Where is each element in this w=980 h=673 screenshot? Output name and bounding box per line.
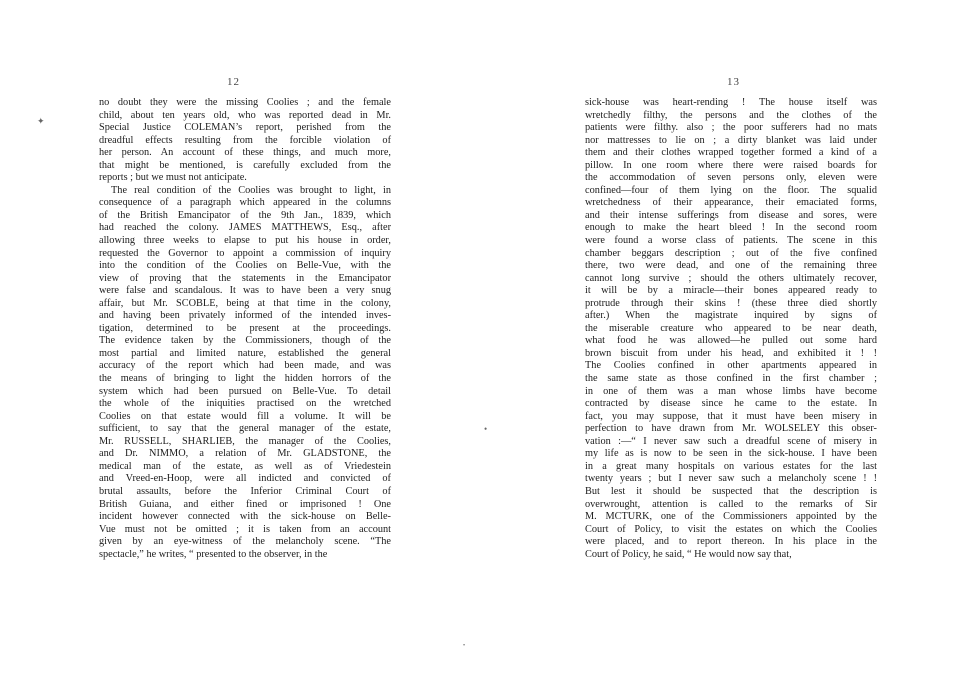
text-line: tigation, determined to be present at the proceedings. [99, 322, 391, 334]
text-line: in a great many hospitals on various estates for the last [585, 460, 877, 472]
text-line: cannot long survive ; should the others ultimately recover, [585, 272, 877, 284]
text-line: were placed, and to report thereon. In his place in the [585, 536, 877, 548]
text-line: reports ; but we must not anticipate. [99, 172, 247, 184]
right-page-text [585, 97, 877, 561]
text-line: into the condition of the Coolies on Belle-Vue, with the [99, 260, 391, 272]
text-line: twenty years ; but I never saw such a melancholy scene ! ! [585, 473, 877, 485]
text-line: fact, you may suppose, that it must have been misery in [585, 410, 877, 422]
text-line: dreadful effects resulting from the forcible violation of [99, 134, 391, 146]
text-line: and Dr. NIMMO, a relation of Mr. GLADSTONE, the [99, 448, 391, 460]
text-line: after.) When the magistrate inquired by signs of [585, 310, 877, 322]
text-line: the means of bringing to light the hidden horrors of the [99, 373, 391, 385]
text-line: given by an eye-witness of the melancholy scene. “The [99, 536, 391, 548]
text-line: requested the Governor to appoint a commission of inquiry [99, 247, 391, 259]
text-line: protrude through their skins ! (these three died shortly [585, 297, 877, 309]
text-line: and their intense sufferings from disease and sores, were [585, 209, 877, 221]
text-line: Court of Policy, to visit the estates on which the Coolies [585, 523, 877, 535]
text-line: contracted by disease since he came to the estate. In [585, 398, 877, 410]
text-line: M. MCTURK, one of the Commissioners appointed by the [585, 511, 877, 523]
text-line: in one of them was a man whose limbs have become [585, 385, 877, 397]
text-line: Vue must not be omitted ; it is taken from an account [99, 523, 391, 535]
text-line: sick-house was heart-rending ! The house itself was [585, 97, 877, 108]
text-line: consequence of a paragraph which appeared in the columns [99, 197, 391, 209]
text-line: what food he was allowed—he pulled out some hard [585, 335, 877, 347]
left-page-text [99, 97, 391, 561]
text-line: view of proving that the statements in the Emancipator [99, 272, 391, 284]
text-line: But lest it should be suspected that the description is [585, 485, 877, 497]
text-line: her person. An account of these things, and much more, [99, 147, 391, 159]
text-line: wretchedly filthy, the persons and the clothes of the [585, 109, 877, 121]
text-line: that might be mentioned, is carefully excluded from the [99, 159, 391, 171]
text-line: brutal assaults, before the Inferior Criminal Court of [99, 485, 391, 497]
text-line: nor mattresses to lie on ; a dirty blanket was laid under [585, 134, 877, 146]
text-line: the accommodation of seven persons only, eleven were [585, 172, 877, 184]
gutter-mark-icon: • [484, 424, 488, 434]
text-line: no doubt they were the missing Coolies ; and the female [99, 97, 391, 108]
text-line: system which had been pursued on Belle-Vue. To detail [99, 385, 391, 397]
bottom-mark-icon: • [463, 643, 466, 649]
text-line: chamber beggars description ; out of the five confined [585, 247, 877, 259]
text-line: incident however connected with the sick-house on Belle- [99, 511, 391, 523]
text-line: the same state as those confined in the first chamber ; [585, 373, 877, 385]
text-line: overwrought, attention is called to the remarks of Sir [585, 498, 877, 510]
text-line: affair, but Mr. SCOBLE, being at that time in the colony, [99, 297, 391, 309]
text-line: The Coolies confined in other apartments appeared in [585, 360, 877, 372]
left-page-number: 12 [227, 76, 240, 88]
text-line: patients were filthy. also ; the poor sufferers had no mats [585, 122, 877, 134]
text-line: sufficient, to say that the general manager of the estate, [99, 423, 391, 435]
text-line: confined—four of them lying on the floor. The squalid [585, 184, 877, 196]
text-line: vation :—“ I never saw such a dreadful scene of misery in [585, 435, 877, 447]
margin-mark-icon: ✦ [37, 116, 45, 126]
text-line: perfection to have drawn from Mr. WOLSELEY this obser- [585, 423, 877, 435]
text-line: of the British Emancipator of the 9th Jan., 1839, which [99, 209, 391, 221]
text-line: medical man of the estate, as well as of Vriedestein [99, 460, 391, 472]
text-line: my life as is now to be seen in the sick-house. I have been [585, 448, 877, 460]
text-line: and having been privately informed of the intended inves- [99, 310, 391, 322]
text-line: Special Justice COLEMAN’s report, perished from the [99, 122, 391, 134]
text-line: Court of Policy, he said, “ He would now say that, [585, 548, 792, 560]
text-line: pillow. In one room where there were raised boards for [585, 159, 877, 171]
text-line: accuracy of the report which had been made, and was [99, 360, 391, 372]
text-line: had reached the colony. JAMES MATTHEWS, Esq., after [99, 222, 391, 234]
text-line: The real condition of the Coolies was brought to light, in [111, 184, 391, 196]
text-line: it will be by a miracle—their bones appeared ready to [585, 285, 877, 297]
text-line: there, two were dead, and one of the remaining three [585, 260, 877, 272]
text-line: British Guiana, and either fined or imprisoned ! One [99, 498, 391, 510]
text-line: Mr. RUSSELL, SHARLIEB, the manager of the Coolies, [99, 435, 391, 447]
text-line: were false and scandalous. It was to have been a very snug [99, 285, 391, 297]
text-line: them and their clothes wrapped together formed a kind of a [585, 147, 877, 159]
text-line: and Vreed-en-Hoop, were all indicted and convicted of [99, 473, 391, 485]
text-line: Coolies on that estate would fill a volume. It will be [99, 410, 391, 422]
text-line: The evidence taken by the Commissioners, though of the [99, 335, 391, 347]
text-line: child, about ten years old, who was reported dead in Mr. [99, 109, 391, 121]
text-line: were found a worse class of patients. The scene in this [585, 235, 877, 247]
text-line: spectacle,” he writes, “ presented to the observer, in the [99, 548, 328, 560]
text-line: allowing three weeks to elapse to put his house in order, [99, 235, 391, 247]
text-line: the miserable creature who appeared to be near death, [585, 322, 877, 334]
text-line: brown biscuit from under his head, and exhibited it ! ! [585, 347, 877, 359]
right-page-number: 13 [727, 76, 740, 88]
text-line: most partial and limited nature, established the general [99, 347, 391, 359]
text-line: enough to make the heart bleed ! In the second room [585, 222, 877, 234]
text-line: the whole of the iniquities practised on the wretched [99, 398, 391, 410]
text-line: wretchedness of their appearance, their emaciated forms, [585, 197, 877, 209]
